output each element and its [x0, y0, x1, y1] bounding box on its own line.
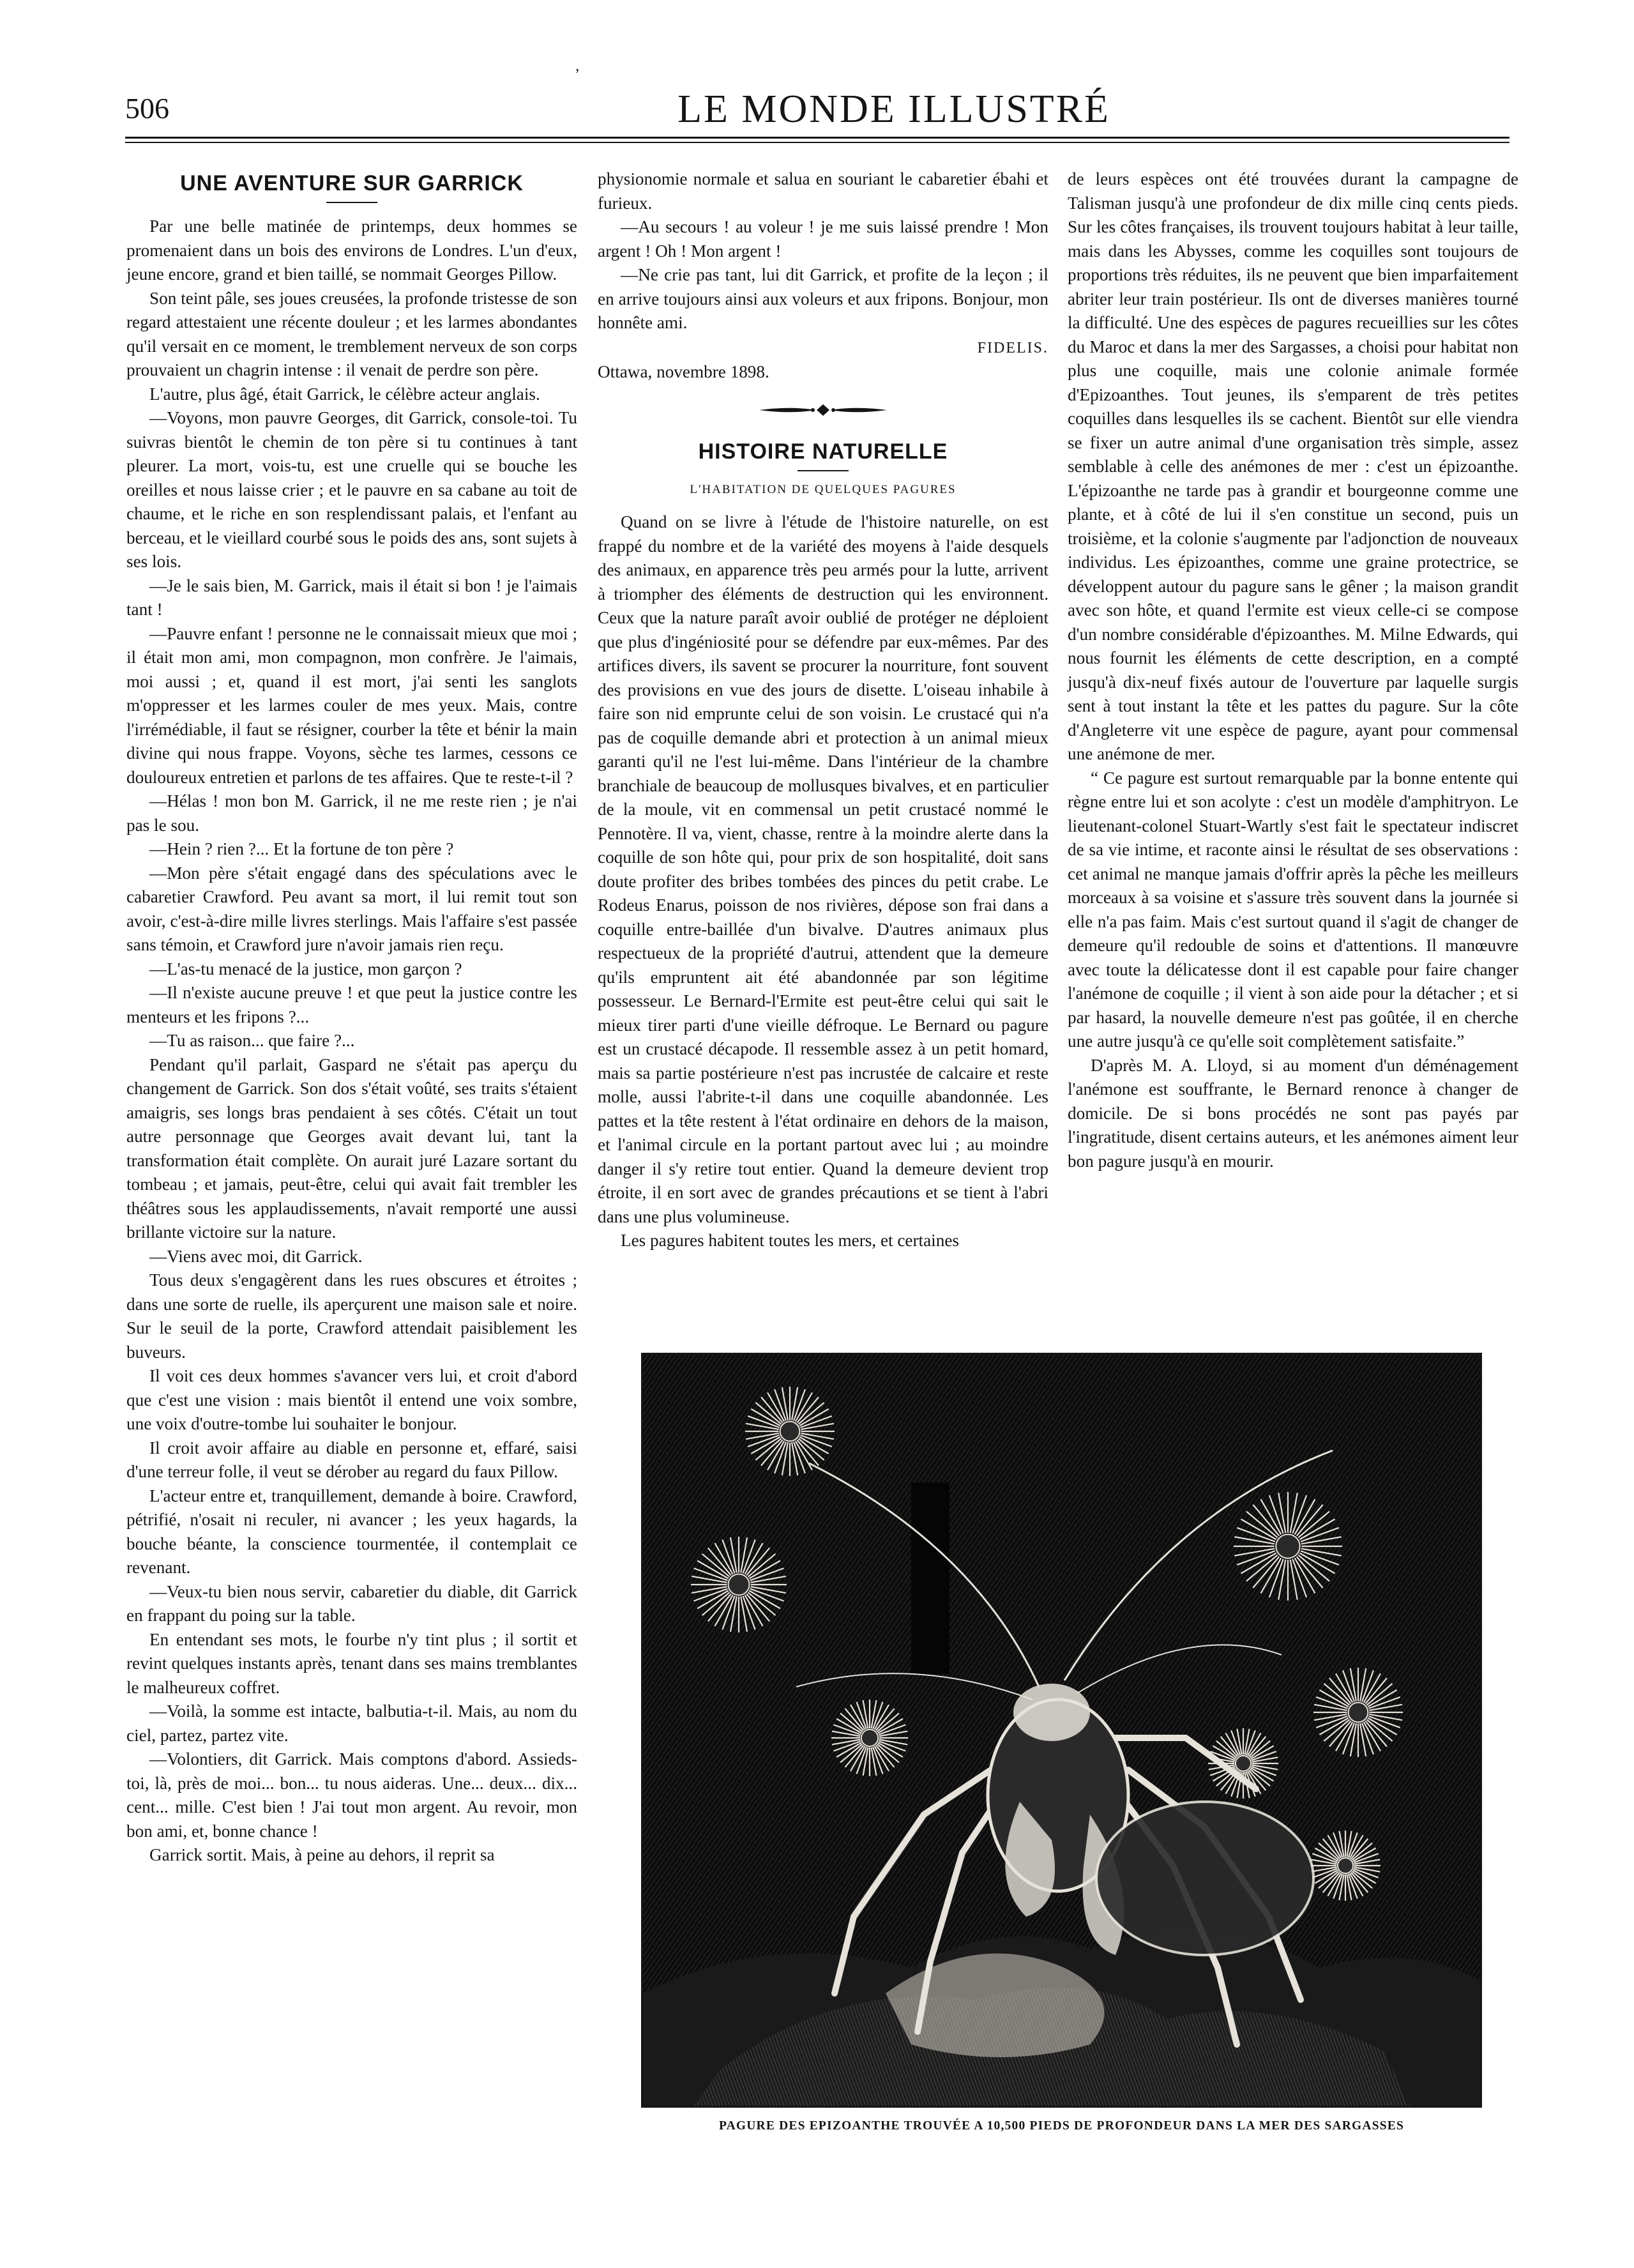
section-divider-ornament [753, 402, 893, 418]
paragraph: —Volontiers, dit Garrick. Mais comptons d'abord. Assieds-toi, là, près de moi... bon... tu nous aideras. Une... deux... dix... cent... mille. C'est bien ! J'ai tout mon argent. Au revoir, mon bon ami, et, bonne chance ! [126, 1749, 577, 1841]
paragraph: de leurs espèces ont été trouvées durant la campagne de Talisman jusqu'à une profondeur de dix mille cinq cents pieds. Sur les côtes françaises, ils trouvent toujours habitat à leur taille, mais dans les Abysses, comme les coquilles sont toujours de proportions très réduites, ils ne peuvent que bien imparfaitement abriter leur train postérieur. Ils ont de diverses manières tourné la difficulté. Une des espèces de pagures recueillies sur les côtes du Maroc et dans la mer des Sargasses, a choisi pour habitat non plus une coquille, mais une colonie animale formée d'Epizoanthes. Tout jeunes, ils s'emparent de très petites coquilles dans lesquelles ils se cachent. Bientôt sur elle viendra se fixer un autre animal d'une organisation très simple, assez semblable à celle des anémones de mer : c'est un épizoanthe. L'épizoanthe ne tarde pas à grandir et bourgeonne comme une plante, et à côté de lui il s'en constitue un second, puis un troisième, et la colonie s'augmente par l'adjonction de nouveaux individus. Les épizoanthes, comme une graine protectrice, se développent autour du pagure sans le gêner ; la maison grandit avec son hôte, et quand l'ermite est vieux celle-ci se compose d'un nombre considérable d'épizoanthes. M. Milne Edwards, qui nous fournit les éléments de cette description, en a compté jusqu'à dix-neuf fixés autour de l'ouverture par laquelle surgis sent à tout instant la tête et les pattes du pagure. Sur la côte d'Angleterre vit une espèce de pagure, ayant pour commensal une anémone de mer. [1068, 169, 1518, 763]
paragraph: —L'as-tu menacé de la justice, mon garçon ? [149, 959, 462, 978]
paragraph: En entendant ses mots, le fourbe n'y tint plus ; il sortit et revint quelques instants après, tenant dans ses mains tremblantes le malheureux coffret. [126, 1629, 577, 1697]
paragraph: —Voilà, la somme est intacte, balbutia-t-il. Mais, au nom du ciel, partez, partez vite. [126, 1701, 577, 1745]
paragraph: Il croit avoir affaire au diable en personne et, effaré, saisi d'une terreur folle, il veut se dérober au regard du faux Pillow. [126, 1438, 577, 1481]
natural-history-body [598, 510, 1048, 1253]
story-title: UNE AVENTURE SUR GARRICK [180, 171, 524, 195]
paragraph: Il voit ces deux hommes s'avancer vers lui, et croit d'abord que c'est une vision : mais bientôt il entend une voix sombre, une voix d'outre-tombe lui souhaiter le bonjour. [126, 1366, 577, 1433]
page-number: 506 [125, 92, 169, 125]
epizoanthe-colony [1096, 1802, 1313, 1955]
paragraph: physionomie normale et salua en souriant le cabaretier ébahi et furieux. [598, 169, 1048, 213]
running-title: LE MONDE ILLUSTRÉ [677, 88, 1110, 131]
title-rule [326, 202, 377, 203]
header-rule-top [125, 137, 1509, 139]
paragraph: Tous deux s'engagèrent dans les rues obscures et étroites ; dans une sorte de ruelle, ils aperçurent une maison sale et noire. Sur le seuil de la porte, Crawford attendait paisiblement les buveurs. [126, 1270, 577, 1362]
paragraph: —Viens avec moi, dit Garrick. [149, 1246, 363, 1266]
paragraph: —Il n'existe aucune preuve ! et que peut la justice contre les menteurs et les fripons ?... [126, 983, 577, 1026]
story-body [126, 215, 577, 1868]
story-dateline: Ottawa, novembre 1898. [598, 362, 769, 381]
paragraph: L'acteur entre et, tranquillement, demande à boire. Crawford, pétrifié, n'osait ni reculer, ni avancer ; les yeux hagards, la bouche béante, la conscience tourmentée, il contemplait ce revenant. [126, 1486, 577, 1577]
header-rule-bottom [125, 142, 1509, 143]
natural-history-subtitle: L'HABITATION DE QUELQUES PAGURES [690, 482, 957, 496]
hermit-crab-illustration [643, 1355, 1480, 2106]
stray-ink-mark: ʼ [575, 66, 580, 83]
crab-head [1013, 1684, 1090, 1741]
paragraph: D'après M. A. Lloyd, si au moment d'un déménagement l'anémone est souffrante, le Bernard renonce à changer de domicile. De si bons procédés ne sont pas payés par l'ingratitude, disent certains auteurs, et les anémones aiment leur bon pagure jusqu'à en mourir. [1068, 1055, 1518, 1171]
paragraph: —Hein ? rien ?... Et la fortune de ton père ? [149, 839, 454, 858]
paragraph: Son teint pâle, ses joues creusées, la profonde tristesse de son regard attestaient une récente douleur ; et les larmes abondantes qu'il versait en ce moment, le tremblement nerveux de son corps prouvaient un chagrin intense : il venait de perdre son père. [126, 288, 577, 379]
natural-history-title: HISTOIRE NATURELLE [698, 439, 948, 464]
paragraph: —Hélas ! mon bon M. Garrick, il ne me reste rien ; je n'ai pas le sou. [126, 791, 577, 835]
paragraph: —Je le sais bien, M. Garrick, mais il était si bon ! je l'aimais tant ! [126, 575, 577, 619]
paragraph: —Pauvre enfant ! personne ne le connaissait mieux que moi ; il était mon ami, mon compagnon, mon confrère. Je l'aimais, moi aussi ; et, quand il est mort, j'ai senti les sanglots m'oppresser et les larmes couler de mes yeux. Mais, contre l'irrémédiable, il faut se résigner, courber la tête et bénir la main divine qui nous frappe. Voyons, sèche tes larmes, cessons ce douloureux entretien et parlons de tes affaires. Que te reste-t-il ? [126, 623, 577, 787]
paragraph: —Au secours ! au voleur ! je me suis laissé prendre ! Mon argent ! Oh ! Mon argent ! [598, 217, 1048, 261]
paragraph: —Ne crie pas tant, lui dit Garrick, et profite de la leçon ; il en arrive toujours ainsi aux voleurs et aux fripons. Bonjour, mon honnête ami. [598, 265, 1048, 332]
paragraph: —Voyons, mon pauvre Georges, dit Garrick, console-toi. Tu suivras bientôt le chemin de ton père si tu continues à tant pleurer. La mort, vois-tu, est une cruelle qui se bouche les oreilles et nous laisse crier ; et le pauvre en sa cabane au toit de chaume, et le riche en son resplendissant palais, et l'enfant au berceau, et le vieillard courbé sous le poids des ans, sont sujets à ses lois. [126, 408, 577, 571]
paragraph: —Veux-tu bien nous servir, cabaretier du diable, dit Garrick en frappant du poing sur la table. [126, 1581, 577, 1625]
natural-history-continuation [1068, 167, 1518, 1173]
paragraph: Par une belle matinée de printemps, deux hommes se promenaient dans un bois des environs de Londres. L'un d'eux, jeune encore, grand et bien taillé, se nommait Georges Pillow. [126, 217, 577, 284]
paragraph: —Mon père s'était engagé dans des spéculations avec le cabaretier Crawford. Peu avant sa mort, il lui remit tout son avoir, c'est-à-dire mille livres sterlings. Mais l'affaire s'est passée sans témoin, et Crawford jure n'avoir jamais rien reçu. [126, 863, 577, 954]
natural-history-rule [798, 470, 849, 471]
column-2 [598, 167, 1048, 1253]
illustration-caption: PAGURE DES EPIZOANTHE TROUVÉE A 10,500 PIEDS DE PROFONDEUR DANS LA MER DES SARGASSES [718, 2119, 1405, 2133]
story-continuation [598, 167, 1048, 335]
paragraph: L'autre, plus âgé, était Garrick, le célèbre acteur anglais. [149, 384, 540, 404]
paragraph: Les pagures habitent toutes les mers, et certaines [621, 1231, 959, 1250]
column-3 [1068, 167, 1518, 1173]
paragraph: Quand on se livre à l'étude de l'histoire naturelle, on est frappé du nombre et de la variété des moyens à l'aide desquels des animaux, en apparence très peu armés pour la lutte, arrivent à triompher des éléments de destruction qui les environnent. Ceux que la nature paraît avoir oublié de protéger ne déploient que plus d'ingéniosité pour se défendre par eux-mêmes. Par des artifices divers, ils savent se procurer la nourriture, font souvent des provisions en vue des jours de disette. L'oiseau inhabile à faire son nid emprunte celui de son voisin. Le crustacé qui n'a pas de coquille demande abri et protection à un animal mieux garanti qu'il ne l'est lui-même. Dans l'intérieur de la chambre branchiale de beaucoup de mollusques bivalves, et en particulier de la moule, vit en commensal un petit crustacé nommé le Pennotère. Il va, vient, chasse, rentre à la moindre alerte dans la coquille de son hôte qui, pour prix de son hospitalité, doit sans doute profiter des bribes tombées des pinces du petit crabe. Le Rodeus Enarus, poisson de nos rivières, dépose son frai dans a coquille entre-baillée d'un bivalve. D'autres animaux plus respectueux de la propriété d'autrui, attendent que la demeure qu'ils empruntent ait été abandonnée par son légitime possesseur. Le Bernard-l'Ermite est peut-être celui qui sait le mieux tirer parti d'une vieille défroque. Le Bernard ou pagure est un crustacé décapode. Il ressemble assez à un petit homard, mais sa partie postérieure n'est pas incrustée de calcaire et reste molle, aussi l'abrite-t-il dans une coquille abandonnée. Les pattes et la tête restent à l'état ordinaire en dehors de la maison, et l'animal circule en la portant partout avec lui ; au moindre danger il s'y retire tout entier. Quand la demeure devient trop étroite, il en sort avec de grandes précautions et se tient à l'abri dans une plus volumineuse. [598, 512, 1048, 1226]
paragraph: “ Ce pagure est surtout remarquable par la bonne entente qui règne entre lui et son acolyte : c'est un modèle d'amphitryon. Le lieutenant-colonel Stuart-Wartly s'est fait le spectateur indiscret de sa vie intime, et raconte ainsi le résultat de ses observations : cet animal ne manque jamais d'offrir après la pêche les meilleurs morceaux à sa voisine et s'assure très souvent dans la journée si elle n'a pas faim. Mais c'est surtout quand il s'agit de changer de demeure qu'il redouble de soins et d'attentions. Il manœuvre avec toute la délicatesse dont il est capable pour faire changer l'anémone de coquille ; il vient à son aide pour la détacher ; et si par hasard, la nouvelle demeure n'est pas goûtée, il en cherche une autre jusqu'à ce qu'elle soit complètement satisfaite.” [1068, 768, 1518, 1051]
paragraph: —Tu as raison... que faire ?... [149, 1031, 355, 1050]
paragraph: Pendant qu'il parlait, Gaspard ne s'était pas aperçu du changement de Garrick. Son dos s'était voûté, ses traits s'étaient amaigris, ses longs bras pendaient à ses côtés. C'était un tout autre personnage que Georges avait devant lui, tant la transformation était complète. On aurait juré Lazare sortant du tombeau ; et jamais, peut-être, celui qui avait fait trembler les théâtres sous les applaudissements, n'avait remporté une aussi brillante victoire sur la nature. [126, 1054, 577, 1242]
paragraph: Garrick sortit. Mais, à peine au dehors, il reprit sa [149, 1845, 495, 1864]
story-signature: FIDELIS. [977, 339, 1048, 356]
column-1 [126, 167, 577, 1868]
hermit-crab-engraving [641, 1353, 1482, 2108]
